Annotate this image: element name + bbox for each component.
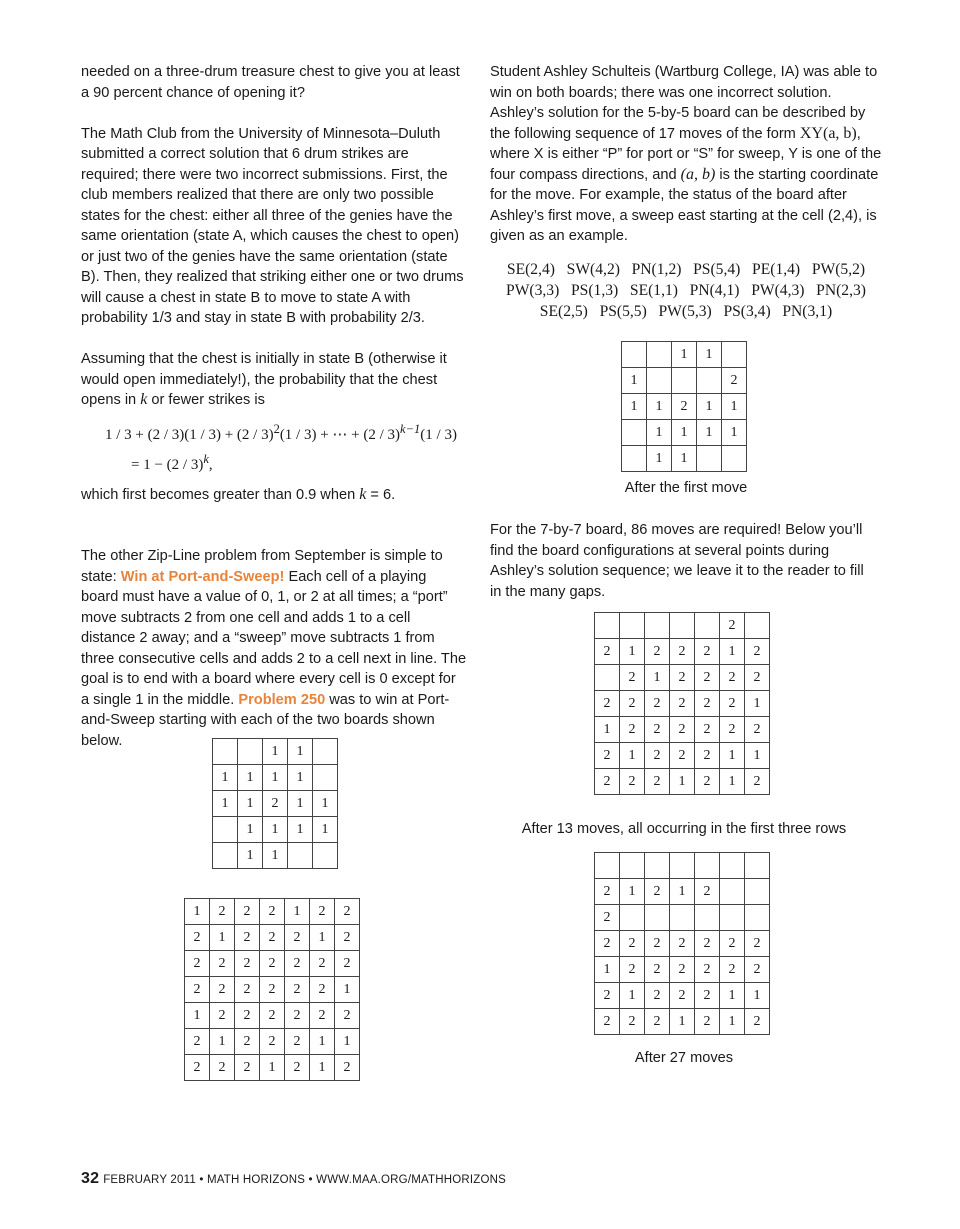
board-cell: 1 — [670, 769, 695, 795]
board-cell — [313, 843, 338, 869]
board-cell: 2 — [670, 957, 695, 983]
board-cell: 1 — [288, 739, 313, 765]
board-row — [622, 394, 747, 420]
board-cell: 2 — [745, 957, 770, 983]
footer-text: FEBRUARY 2011 • MATH HORIZONS • WWW.MAA.ORG/MATHHORIZONS — [103, 1174, 507, 1186]
board-cell: 1 — [672, 342, 697, 368]
board-cell: 2 — [670, 639, 695, 665]
paragraph-ashley: Student Ashley Schulteis (Wartburg College, IA) was able to win on both boards; there was one incorrect solution. Ashley’s solution for the 5-by-5 board can be described by the following sequence of 17 moves of the form XY(a, b), where X is either “P” for port or “S” for sweep, Y is one of the four compass directions, and (a, b) is the starting coordinate for the move. For example, the status of the board after Ashley’s first move, a sweep east starting at the cell (2,4), is given as an example. — [490, 64, 882, 244]
board-cell: 2 — [310, 951, 335, 977]
board-cell: 1 — [595, 957, 620, 983]
board-cell: 2 — [645, 931, 670, 957]
board-cell: 2 — [335, 1055, 360, 1081]
board-cell: 2 — [260, 925, 285, 951]
board-cell: 1 — [720, 639, 745, 665]
board-row — [595, 905, 770, 931]
board-cell: 2 — [720, 931, 745, 957]
board-cell: 1 — [722, 420, 747, 446]
probability-equation — [105, 417, 467, 477]
board-cell: 1 — [313, 817, 338, 843]
board-cell: 1 — [238, 765, 263, 791]
board-cell: 2 — [185, 925, 210, 951]
board-cell: 2 — [185, 977, 210, 1003]
board-cell: 2 — [695, 957, 720, 983]
board-cell: 1 — [185, 1003, 210, 1029]
move-line-2: PW(3,3) PS(1,3) SE(1,1) PN(4,1) PW(4,3) PN(2,3) — [506, 281, 866, 299]
board-cell: 2 — [310, 899, 335, 925]
page-number: 32 — [81, 1170, 100, 1187]
board-cell — [695, 853, 720, 879]
board-cell: 2 — [595, 931, 620, 957]
board-row — [213, 791, 338, 817]
board-row — [595, 665, 770, 691]
board-cell: 1 — [210, 1029, 235, 1055]
board-cell — [720, 853, 745, 879]
board-row — [595, 957, 770, 983]
board-after-13-moves — [594, 612, 770, 795]
board-cell: 1 — [647, 394, 672, 420]
port-and-sweep-link[interactable]: Win at Port-and-Sweep! — [120, 568, 285, 585]
board-cell: 2 — [210, 977, 235, 1003]
board-cell: 2 — [695, 931, 720, 957]
board-cell: 2 — [720, 665, 745, 691]
board-row — [595, 931, 770, 957]
board-cell — [645, 853, 670, 879]
paragraph-math-club: The Math Club from the University of Minnesota–Duluth submitted a correct solution that 6 drum strikes are required; there were two incorrect submissions. First, the club members realized that there are only two possible states for the chest: either all three of the genies have the same orientation (state A, which causes the chest to open) or just two of the genies have the same orientation (state B). Then, they realized that striking either one or two drums will cause a chest in state B to move to state A with probability 1/3 and stay in state B with probability 2/3. — [81, 125, 464, 326]
board-cell: 1 — [647, 446, 672, 472]
move-line-3: SE(2,5) PS(5,5) PW(5,3) PS(3,4) PN(3,1) — [539, 302, 833, 320]
board-cell: 2 — [185, 1029, 210, 1055]
board-cell: 2 — [595, 879, 620, 905]
board-cell — [672, 368, 697, 394]
board-cell — [647, 368, 672, 394]
board-cell: 2 — [745, 769, 770, 795]
board-cell: 2 — [285, 1029, 310, 1055]
equation-line-1: 1 / 3 + (2 / 3)(1 / 3) + (2 / 3)$^2$(1 / 3) + ⋯ + (2 / 3)$^{k-1}$(1 / 3) — [105, 421, 457, 443]
left-column — [81, 62, 467, 751]
board-cell: 1 — [288, 817, 313, 843]
board-cell: 2 — [285, 951, 310, 977]
board-cell: 1 — [213, 791, 238, 817]
board-cell — [213, 739, 238, 765]
board-cell — [722, 342, 747, 368]
board-cell: 1 — [620, 639, 645, 665]
board-cell: 1 — [238, 843, 263, 869]
board-row — [622, 368, 747, 394]
board-cell: 2 — [620, 769, 645, 795]
board-row — [185, 1055, 360, 1081]
board-cell: 2 — [185, 951, 210, 977]
board-cell: 1 — [210, 925, 235, 951]
board-row — [213, 765, 338, 791]
board-cell: 2 — [210, 1055, 235, 1081]
board-cell: 1 — [722, 394, 747, 420]
board-cell: 2 — [645, 639, 670, 665]
paragraph-result: which first becomes greater than 0.9 when k = 6. — [81, 485, 396, 503]
board-cell: 2 — [235, 951, 260, 977]
board-cell: 2 — [745, 931, 770, 957]
board-cell: 1 — [263, 739, 288, 765]
board-row — [622, 342, 747, 368]
board-cell: 1 — [745, 983, 770, 1009]
board-cell: 2 — [335, 899, 360, 925]
board-cell — [213, 843, 238, 869]
board-cell: 1 — [288, 791, 313, 817]
board-cell: 2 — [235, 925, 260, 951]
board-cell: 2 — [335, 1003, 360, 1029]
board-cell — [645, 613, 670, 639]
board-cell: 2 — [722, 368, 747, 394]
caption-after-27-moves: After 27 moves — [634, 1050, 734, 1066]
board-cell: 2 — [620, 665, 645, 691]
board-start-5x5 — [212, 738, 338, 869]
board-cell: 2 — [595, 743, 620, 769]
board-row — [185, 1029, 360, 1055]
board-row — [185, 977, 360, 1003]
board-cell: 2 — [595, 905, 620, 931]
board-cell — [620, 905, 645, 931]
board-cell: 1 — [745, 691, 770, 717]
board-cell: 2 — [695, 983, 720, 1009]
board-cell: 1 — [697, 342, 722, 368]
board-cell: 2 — [695, 665, 720, 691]
board-cell: 2 — [645, 717, 670, 743]
board-cell: 2 — [335, 951, 360, 977]
board-cell: 1 — [335, 977, 360, 1003]
board-cell: 2 — [263, 791, 288, 817]
board-cell — [697, 368, 722, 394]
board-cell — [670, 905, 695, 931]
board-cell: 2 — [695, 743, 720, 769]
board-cell: 2 — [720, 957, 745, 983]
board-cell: 2 — [670, 665, 695, 691]
board-cell — [745, 853, 770, 879]
board-cell: 1 — [745, 743, 770, 769]
board-cell: 2 — [695, 691, 720, 717]
move-line-1: SE(2,4) SW(4,2) PN(1,2) PS(5,4) PE(1,4) PW(5,2) — [506, 260, 866, 278]
board-cell: 2 — [210, 899, 235, 925]
board-row — [622, 446, 747, 472]
board-cell: 1 — [238, 791, 263, 817]
board-cell — [745, 613, 770, 639]
board-cell — [695, 905, 720, 931]
board-row — [595, 717, 770, 743]
board-cell: 2 — [695, 639, 720, 665]
board-after-27-moves — [594, 852, 770, 1035]
board-cell: 2 — [695, 879, 720, 905]
board-cell: 1 — [310, 1029, 335, 1055]
board-cell: 2 — [285, 1003, 310, 1029]
board-cell: 1 — [645, 665, 670, 691]
board-cell: 2 — [720, 691, 745, 717]
board-cell: 2 — [620, 957, 645, 983]
board-cell — [313, 739, 338, 765]
board-cell: 1 — [310, 925, 335, 951]
board-cell — [722, 446, 747, 472]
board-row — [185, 951, 360, 977]
board-cell: 2 — [695, 1009, 720, 1035]
board-cell — [238, 739, 263, 765]
board-cell: 2 — [260, 951, 285, 977]
board-cell: 2 — [620, 931, 645, 957]
board-cell: 2 — [745, 665, 770, 691]
board-row — [622, 420, 747, 446]
board-cell: 1 — [720, 983, 745, 1009]
board-cell: 2 — [720, 613, 745, 639]
board-cell: 2 — [210, 951, 235, 977]
board-cell — [313, 765, 338, 791]
right-column — [490, 62, 882, 332]
board-cell — [622, 420, 647, 446]
board-row — [595, 613, 770, 639]
board-cell — [720, 879, 745, 905]
paragraph-7x7: For the 7-by-7 board, 86 moves are required! Below you’ll find the board configurations at several points during Ashley’s solution sequence; we leave it to the reader to fill in the many gaps. — [490, 522, 864, 600]
board-row — [595, 1009, 770, 1035]
board-cell — [720, 905, 745, 931]
board-after-first-move — [621, 341, 747, 472]
board-cell: 2 — [670, 743, 695, 769]
board-cell: 2 — [310, 1003, 335, 1029]
board-cell: 1 — [263, 843, 288, 869]
board-cell: 2 — [670, 717, 695, 743]
board-row — [595, 691, 770, 717]
board-cell: 1 — [670, 1009, 695, 1035]
board-cell: 2 — [210, 1003, 235, 1029]
board-cell — [645, 905, 670, 931]
board-cell: 2 — [260, 1029, 285, 1055]
board-cell: 1 — [620, 743, 645, 769]
board-cell: 2 — [185, 1055, 210, 1081]
board-row — [595, 769, 770, 795]
board-cell — [622, 446, 647, 472]
caption-after-13-moves: After 13 moves, all occurring in the first three rows — [521, 821, 847, 837]
board-cell: 2 — [260, 977, 285, 1003]
board-cell: 1 — [260, 1055, 285, 1081]
board-cell: 2 — [235, 977, 260, 1003]
board-cell — [595, 613, 620, 639]
board-cell: 1 — [672, 446, 697, 472]
board-cell: 2 — [595, 769, 620, 795]
board-cell: 2 — [260, 899, 285, 925]
board-cell: 2 — [235, 1055, 260, 1081]
paragraph-port-and-sweep: The other Zip-Line problem from September is simple to state: Win at Port-and-Sweep! Each cell of a playing board must have a value of 0, 1, or 2 at all times; a “port” move subtracts 2 from one cell and adds 1 to a cell distance 2 away; and a “sweep” move subtracts 1 from three consecutive cells and adds 2 to a cell next in line. The goal is to end with a board where every cell is 0 except for a single 1 in the middle. Problem 250 was to win at Port-and-Sweep starting with each of the two boards shown below. — [81, 548, 467, 749]
board-cell — [620, 853, 645, 879]
board-cell — [620, 613, 645, 639]
board-cell: 2 — [745, 717, 770, 743]
board-cell — [670, 853, 695, 879]
board-row — [213, 739, 338, 765]
board-cell: 1 — [720, 743, 745, 769]
board-cell — [288, 843, 313, 869]
board-cell: 1 — [595, 717, 620, 743]
board-cell: 2 — [695, 769, 720, 795]
board-cell: 2 — [720, 717, 745, 743]
board-cell: 2 — [672, 394, 697, 420]
paragraph-intro-question: needed on a three-drum treasure chest to give you at least a 90 percent chance of opening it? — [81, 64, 460, 101]
board-cell: 2 — [645, 879, 670, 905]
board-cell: 2 — [670, 983, 695, 1009]
board-row — [185, 899, 360, 925]
board-cell: 1 — [263, 765, 288, 791]
board-cell: 1 — [697, 420, 722, 446]
board-cell: 2 — [645, 769, 670, 795]
board-row — [595, 853, 770, 879]
board-start-7x7 — [184, 898, 360, 1081]
board-row — [185, 925, 360, 951]
board-cell: 2 — [285, 1055, 310, 1081]
board-cell: 2 — [645, 691, 670, 717]
board-row — [213, 817, 338, 843]
board-cell: 2 — [235, 1003, 260, 1029]
board-cell: 1 — [313, 791, 338, 817]
board-cell: 2 — [260, 1003, 285, 1029]
board-row — [595, 879, 770, 905]
board-cell — [622, 342, 647, 368]
board-cell: 1 — [697, 394, 722, 420]
board-cell: 2 — [285, 925, 310, 951]
board-cell — [695, 613, 720, 639]
page-footer — [81, 1170, 506, 1188]
board-cell: 2 — [595, 691, 620, 717]
board-cell: 1 — [720, 1009, 745, 1035]
board-cell: 1 — [647, 420, 672, 446]
board-cell: 2 — [285, 977, 310, 1003]
board-cell: 2 — [745, 639, 770, 665]
board-cell — [647, 342, 672, 368]
board-cell — [670, 613, 695, 639]
board-cell: 2 — [620, 1009, 645, 1035]
board-cell — [745, 879, 770, 905]
board-cell: 2 — [235, 1029, 260, 1055]
caption-after-first-move: After the first move — [624, 480, 748, 496]
board-cell: 2 — [745, 1009, 770, 1035]
board-cell: 1 — [620, 879, 645, 905]
board-cell — [213, 817, 238, 843]
board-cell: 2 — [645, 983, 670, 1009]
board-cell: 1 — [285, 899, 310, 925]
move-sequence — [476, 259, 896, 322]
board-cell: 2 — [595, 639, 620, 665]
board-cell: 1 — [310, 1055, 335, 1081]
equation-line-2: = 1 − (2 / 3)$^k$, — [131, 451, 213, 473]
board-cell: 1 — [670, 879, 695, 905]
board-cell: 2 — [620, 717, 645, 743]
board-cell: 2 — [695, 717, 720, 743]
board-cell: 2 — [670, 931, 695, 957]
board-cell: 1 — [620, 983, 645, 1009]
board-cell: 2 — [310, 977, 335, 1003]
board-row — [213, 843, 338, 869]
board-row — [595, 639, 770, 665]
board-cell: 2 — [235, 899, 260, 925]
board-cell: 1 — [335, 1029, 360, 1055]
board-cell: 1 — [288, 765, 313, 791]
board-cell — [595, 665, 620, 691]
board-row — [185, 1003, 360, 1029]
board-cell: 2 — [620, 691, 645, 717]
board-cell: 1 — [263, 817, 288, 843]
board-row — [595, 743, 770, 769]
board-cell: 2 — [645, 957, 670, 983]
board-cell: 2 — [645, 1009, 670, 1035]
board-cell: 2 — [595, 1009, 620, 1035]
board-cell: 1 — [672, 420, 697, 446]
board-row — [595, 983, 770, 1009]
board-cell: 2 — [335, 925, 360, 951]
board-cell: 1 — [185, 899, 210, 925]
board-cell: 2 — [670, 691, 695, 717]
board-cell — [745, 905, 770, 931]
board-cell: 2 — [595, 983, 620, 1009]
board-cell — [595, 853, 620, 879]
board-cell — [697, 446, 722, 472]
board-cell: 1 — [622, 368, 647, 394]
board-cell: 1 — [238, 817, 263, 843]
board-cell: 1 — [213, 765, 238, 791]
paragraph-assuming: Assuming that the chest is initially in state B (otherwise it would open immediately!), the probability that the chest opens in k or fewer strikes is — [81, 351, 447, 408]
board-cell: 1 — [720, 769, 745, 795]
board-cell: 2 — [645, 743, 670, 769]
board-cell: 1 — [622, 394, 647, 420]
problem-250-link[interactable]: Problem 250 — [238, 691, 326, 708]
